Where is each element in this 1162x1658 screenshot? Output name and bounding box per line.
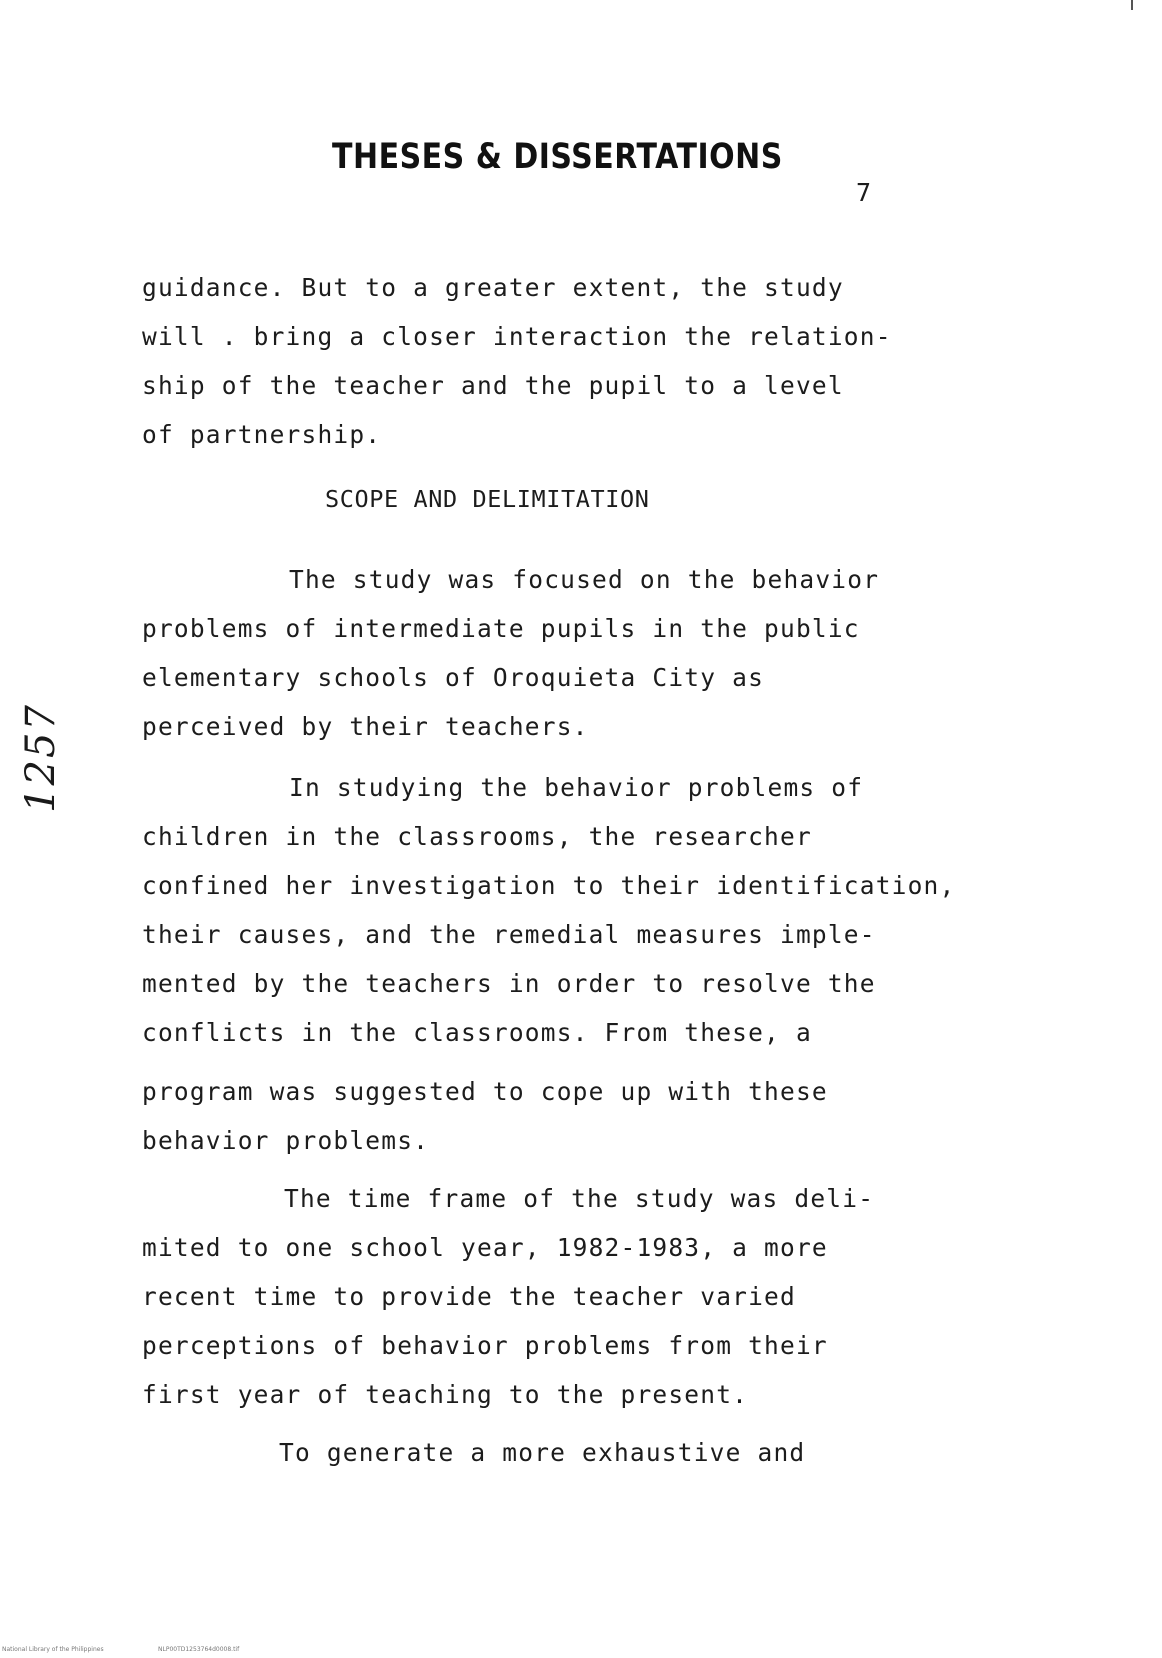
text-line: conflicts in the classrooms. From these, a (142, 1018, 812, 1047)
text-line: elementary schools of Oroquieta City as (142, 663, 765, 692)
text-line: their causes, and the remedial measures imple- (142, 920, 876, 949)
footer-file-label: NLP00TD1253764d0008.tif (158, 1646, 240, 1653)
section-heading: SCOPE AND DELIMITATION (325, 485, 650, 513)
text-line: The study was focused on the behavior (289, 565, 880, 594)
footer-library-label: National Library of the Philippines (2, 1646, 104, 1653)
text-line: confined her investigation to their identification, (142, 871, 956, 900)
text-line: recent time to provide the teacher varied (142, 1282, 796, 1311)
text-line: behavior problems. (142, 1126, 430, 1155)
text-line: The time frame of the study was deli- (284, 1184, 875, 1213)
text-line: To generate a more exhaustive and (279, 1438, 806, 1467)
text-line: mited to one school year, 1982-1983, a more (142, 1233, 828, 1262)
text-line: problems of intermediate pupils in the public (142, 614, 860, 643)
page-number: 7 (856, 178, 872, 207)
text-line: perceived by their teachers. (142, 712, 589, 741)
text-line: first year of teaching to the present. (142, 1380, 749, 1409)
edge-mark (1131, 0, 1133, 10)
text-line: of partnership. (142, 420, 382, 449)
text-line: children in the classrooms, the researcher (142, 822, 812, 851)
text-line: In studying the behavior problems of (289, 773, 864, 802)
theses-dissertations-stamp: THESES & DISSERTATIONS (332, 137, 783, 178)
text-line: will . bring a closer interaction the relation- (142, 322, 892, 351)
text-line: program was suggested to cope up with these (142, 1077, 828, 1106)
handwritten-margin-note: 1257 (17, 703, 64, 813)
text-line: mented by the teachers in order to resolve the (142, 969, 876, 998)
text-line: perceptions of behavior problems from their (142, 1331, 828, 1360)
text-line: ship of the teacher and the pupil to a level (142, 371, 844, 400)
text-line: guidance. But to a greater extent, the study (142, 273, 844, 302)
